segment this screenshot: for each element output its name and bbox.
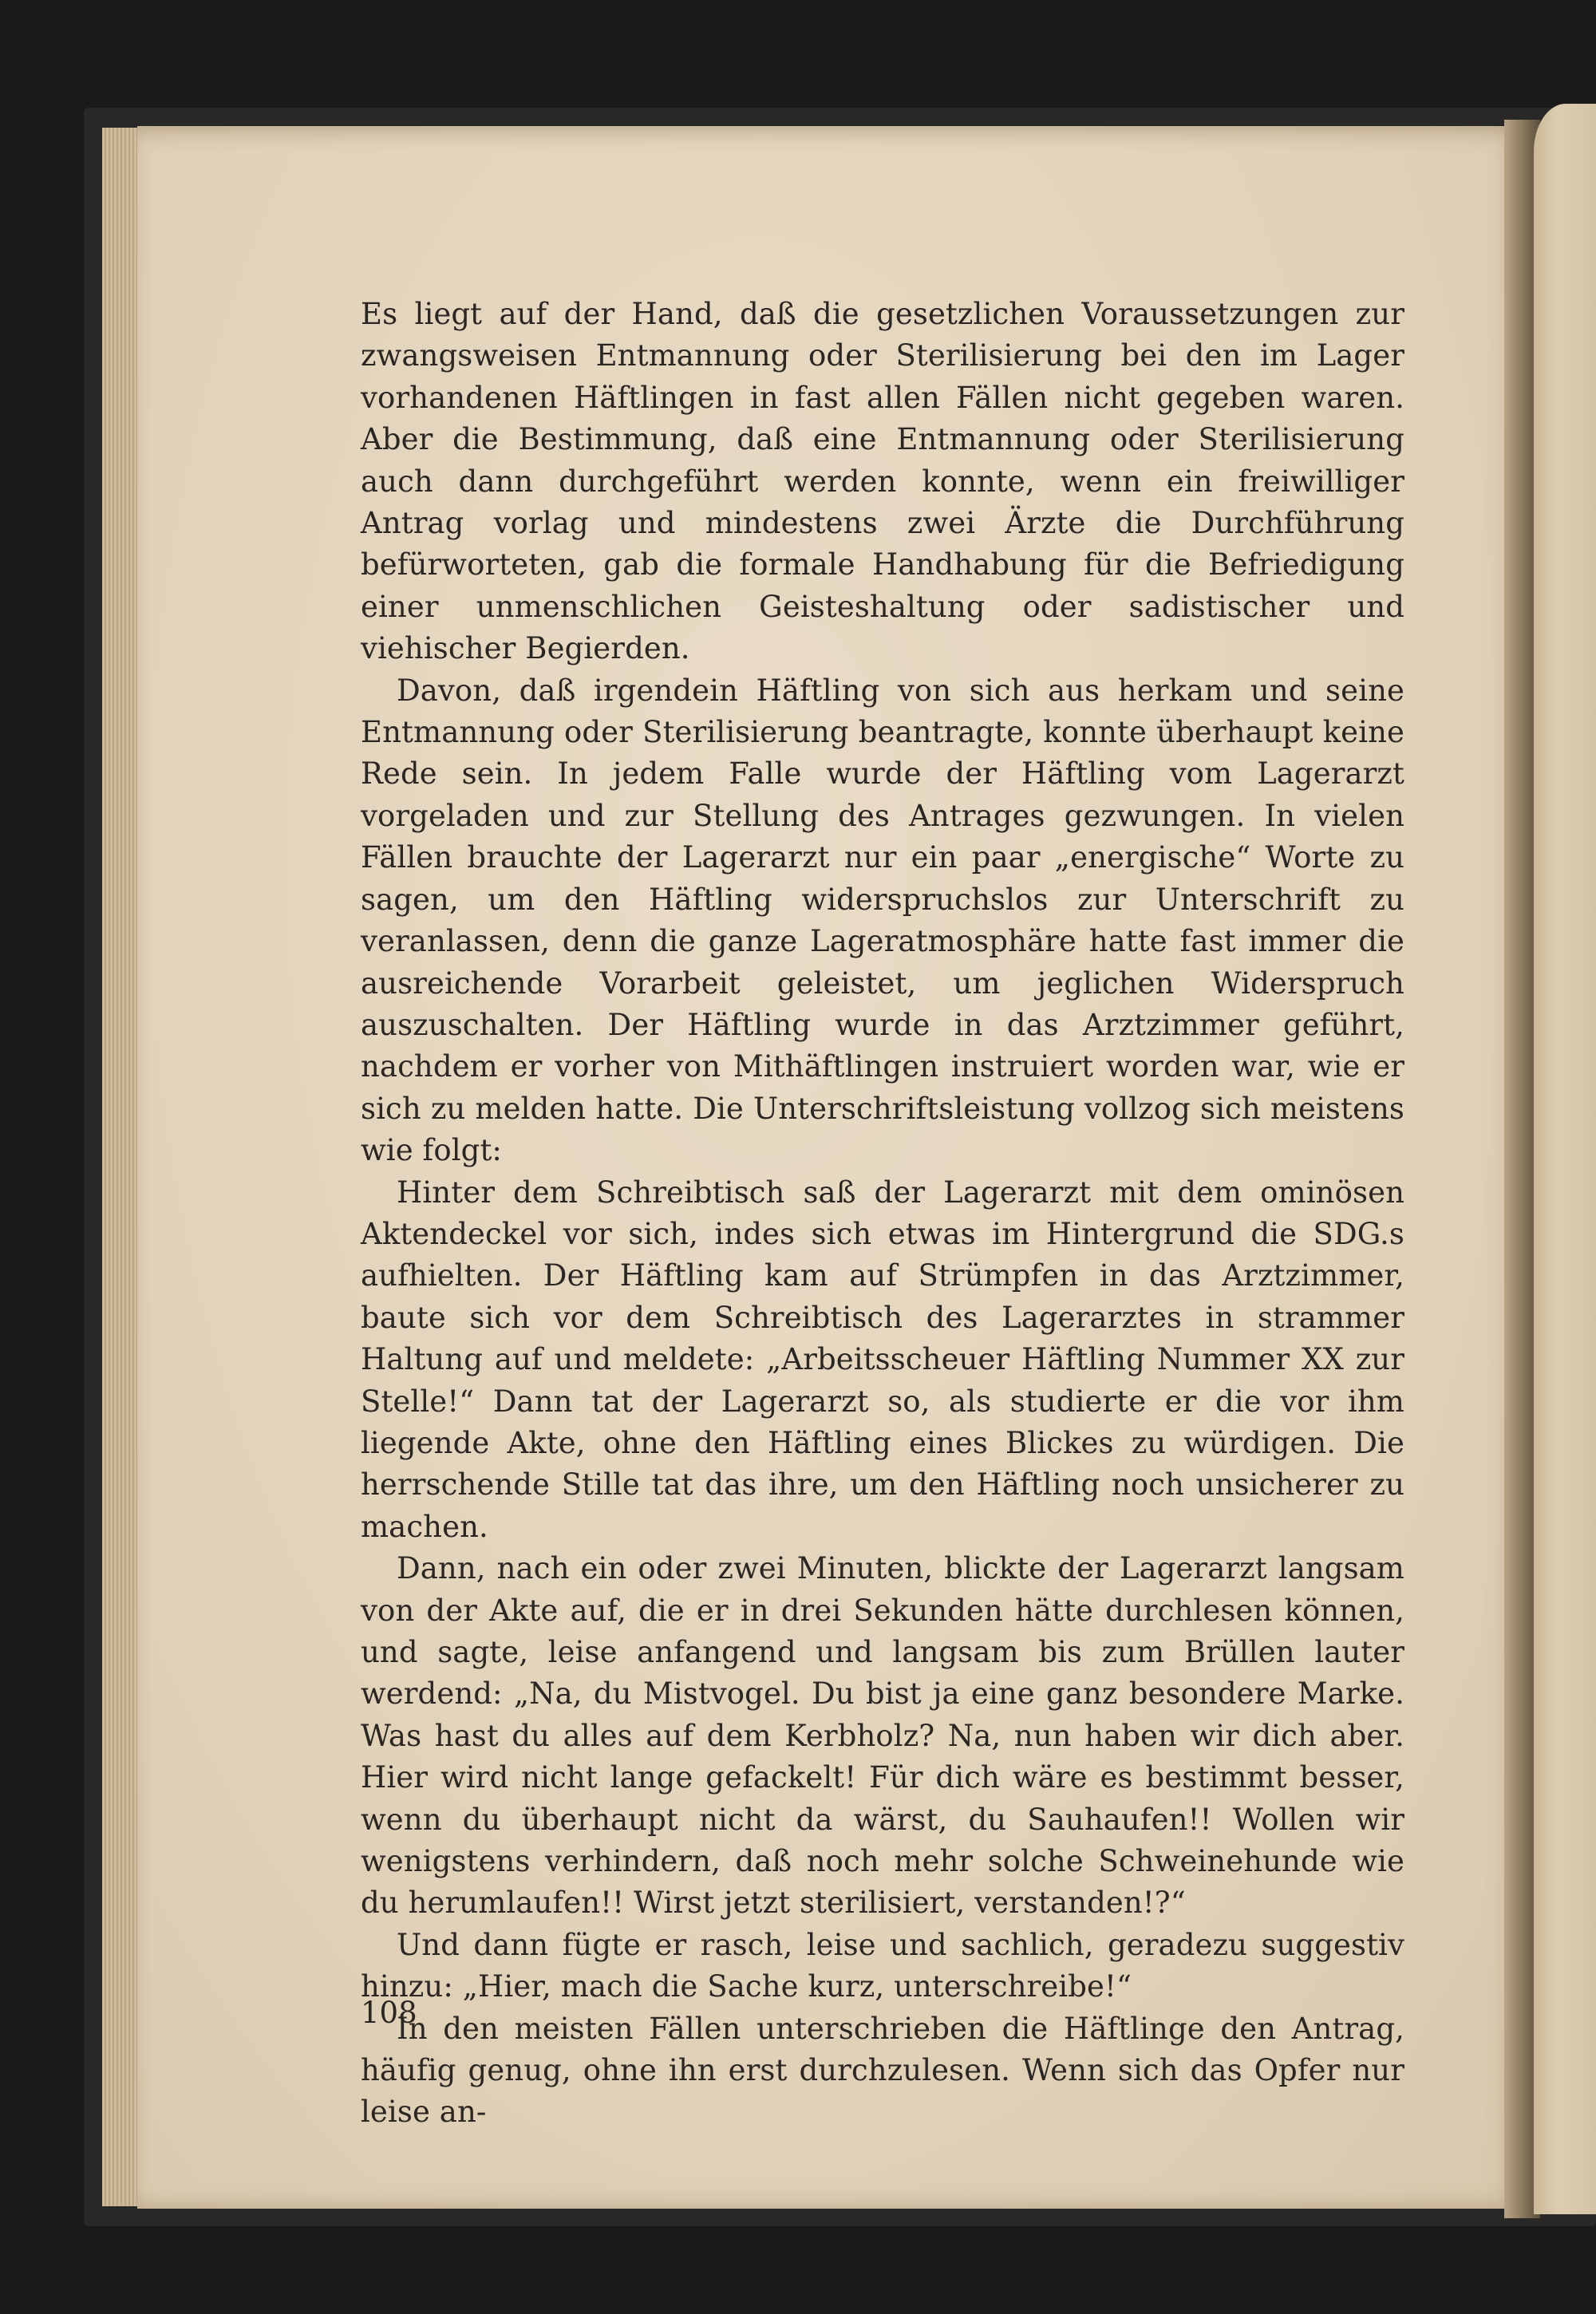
facing-page-edge	[1534, 104, 1596, 2214]
paragraph-5: Und dann fügte er rasch, leise und sachlich, geradezu suggestiv hinzu: „Hier, mach die Sache kurz, unterschreibe!“	[361, 1927, 1404, 2004]
body-text	[361, 294, 1404, 2134]
paragraph-6: In den meisten Fällen unterschrieben die Häftlinge den Antrag, häufig genug, ohne ihn erst durchzulesen. Wenn sich das Opfer nur leise an-	[361, 2011, 1404, 2130]
paragraph-1: Es liegt auf der Hand, daß die gesetzlichen Voraussetzungen zur zwangsweisen Entmannung oder Sterilisierung bei den im Lager vorhandenen Häftlingen in fast allen Fällen nicht gegeben waren. Aber die Bestimmung, daß eine Entmannung oder Sterilisierung auch dann durchgeführt werden konnte, wenn ein freiwilliger Antrag vorlag und mindestens zwei Ärzte die Durchführung befürworteten, gab die formale Handhabung für die Befriedigung einer unmenschlichen Geisteshaltung oder sadistischer und viehischer Begierden.	[361, 297, 1404, 666]
page-number: 108	[361, 1996, 417, 2030]
paragraph-3: Hinter dem Schreibtisch saß der Lagerarzt mit dem ominösen Aktendeckel vor sich, indes sich etwas im Hintergrund die SDG.s aufhielten. Der Häftling kam auf Strümpfen in das Arztzimmer, baute sich vor dem Schreibtisch des Lagerarztes in strammer Haltung auf und meldete: „Arbeitsscheuer Häftling Nummer XX zur Stelle!“ Dann tat der Lagerarzt so, als studierte er die vor ihm liegende Akte, ohne den Häftling eines Blickes zu würdigen. Die herrschende Stille tat das ihre, um den Häftling noch unsicherer zu machen.	[361, 1175, 1404, 1544]
paragraph-2: Davon, daß irgendein Häftling von sich aus herkam und seine Entmannung oder Sterilisierung beantragte, konnte überhaupt keine Rede sein. In jedem Falle wurde der Häftling vom Lagerarzt vorgeladen und zur Stellung des Antrages gezwungen. In vielen Fällen brauchte der Lagerarzt nur ein paar „energische“ Worte zu sagen, um den Häftling widerspruchslos zur Unterschrift zu veranlassen, denn die ganze Lageratmosphäre hatte fast immer die ausreichende Vorarbeit geleistet, um jeglichen Widerspruch auszuschalten. Der Häftling wurde in das Arztzimmer geführt, nachdem er vorher von Mithäftlingen instruiert worden war, wie er sich zu melden hatte. Die Unterschriftsleistung vollzog sich meistens wie folgt:	[361, 673, 1404, 1168]
paragraph-4: Dann, nach ein oder zwei Minuten, blickte der Lagerarzt langsam von der Akte auf, die er in drei Sekunden hätte durchlesen können, und sagte, leise anfangend und langsam bis zum Brüllen lauter werdend: „Na, du Mistvogel. Du bist ja eine ganz besondere Marke. Was hast du alles auf dem Kerbholz? Na, nun haben wir dich aber. Hier wird nicht lange gefackelt! Für dich wäre es bestimmt besser, wenn du überhaupt nicht da wärst, du Sauhaufen!! Wollen wir wenigstens verhindern, daß noch mehr solche Schweinehunde wie du herumlaufen!! Wirst jetzt sterilisiert, verstanden!?“	[361, 1551, 1404, 1921]
